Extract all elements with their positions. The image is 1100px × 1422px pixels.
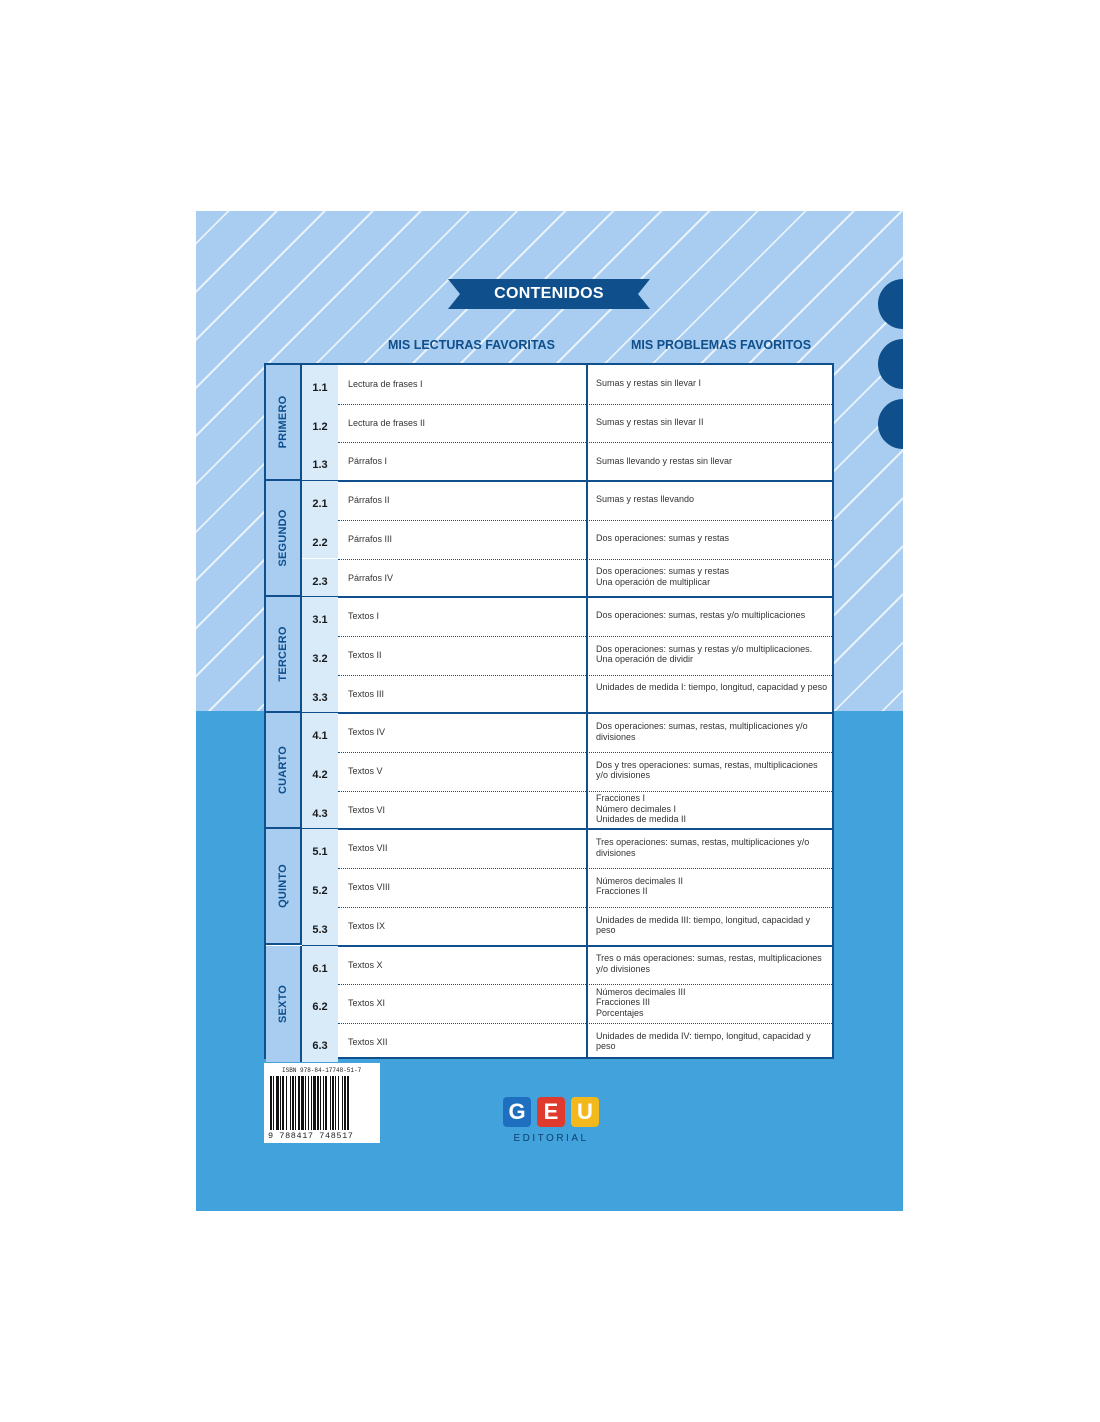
unit-number: 4.1 — [302, 713, 338, 752]
unit-number: 3.1 — [302, 597, 338, 636]
row-separator — [338, 752, 834, 753]
reading-title: Textos VIII — [348, 882, 391, 893]
course-label: PRIMERO — [277, 395, 289, 449]
unit-number: 6.3 — [302, 1023, 338, 1062]
contents-title: CONTENIDOS — [494, 285, 604, 302]
unit-number: 6.1 — [302, 946, 338, 985]
unit-number: 6.2 — [302, 984, 338, 1023]
reading-title: Textos I — [348, 611, 380, 622]
barcode — [264, 1063, 380, 1143]
problems-column-header: MIS PROBLEMAS FAVORITOS — [631, 338, 812, 352]
course-separator — [302, 945, 834, 947]
problem-description: Sumas y restas sin llevar II — [596, 416, 704, 427]
problem-description: Sumas y restas sin llevar I — [596, 378, 702, 389]
row-separator — [338, 1023, 834, 1024]
unit-number: 2.3 — [302, 559, 338, 598]
unit-number: 3.2 — [302, 636, 338, 675]
unit-number: 5.1 — [302, 829, 338, 868]
logo-letter-u: U — [571, 1097, 599, 1127]
course-label: SEGUNDO — [277, 509, 289, 567]
reading-title: Párrafos I — [348, 456, 388, 467]
logo-letter-e: E — [537, 1097, 565, 1127]
unit-number: 1.2 — [302, 404, 338, 443]
reading-title: Textos IX — [348, 920, 386, 931]
course-label: CUARTO — [277, 746, 289, 795]
unit-number: 2.2 — [302, 520, 338, 559]
course-cuarto — [266, 713, 302, 829]
reading-title: Párrafos II — [348, 495, 390, 506]
course-separator — [302, 828, 834, 830]
back-cover — [196, 211, 903, 1211]
reading-title: Textos VI — [348, 804, 386, 815]
row-separator — [338, 636, 834, 637]
course-separator — [302, 596, 834, 598]
contents-banner — [448, 279, 650, 309]
problem-description: Dos operaciones: sumas, restas y/o multiplicaciones — [596, 610, 806, 621]
course-quinto — [266, 829, 302, 945]
barcode-digits: 9 788417 748517 — [268, 1131, 354, 1141]
reading-title: Textos XI — [348, 998, 386, 1009]
course-segundo — [266, 481, 302, 597]
problem-description: Dos operaciones: sumas, restas, multiplicaciones y/o divisiones — [596, 721, 808, 742]
row-separator — [338, 868, 834, 869]
problem-description: Unidades de medida III: tiempo, longitud, capacidad y peso — [596, 914, 811, 936]
course-label: SEXTO — [277, 984, 289, 1023]
problem-description: Dos operaciones: sumas y restas y/o multiplicaciones. Una operación de dividir — [596, 643, 813, 665]
unit-number: 1.1 — [302, 365, 338, 404]
row-separator — [338, 404, 834, 405]
reading-title: Lectura de frases I — [348, 379, 423, 389]
reading-title: Textos VII — [348, 843, 388, 854]
problem-description: Tres operaciones: sumas, restas, multiplicaciones y/o divisiones — [596, 837, 810, 858]
problem-description: Unidades de medida IV: tiempo, longitud, capacidad y peso — [596, 1030, 811, 1052]
row-separator — [338, 520, 834, 521]
problem-description: Números decimales III Fracciones III Porcentajes — [596, 986, 686, 1018]
row-separator — [338, 442, 834, 443]
row-separator — [338, 907, 834, 908]
isbn-label: ISBN 978-84-17748-51-7 — [282, 1067, 362, 1074]
reading-title: Párrafos IV — [348, 572, 394, 583]
problem-description: Dos operaciones: sumas y restas Una operación de multiplicar — [596, 566, 730, 587]
problem-description: Fracciones I Número decimales I Unidades de medida II — [596, 793, 687, 825]
unit-number: 2.1 — [302, 481, 338, 520]
course-sexto — [266, 946, 302, 1062]
problem-description: Dos y tres operaciones: sumas, restas, multiplicaciones y/o divisiones — [596, 759, 818, 781]
row-separator — [338, 791, 834, 792]
barcode-bars — [270, 1076, 374, 1130]
course-separator — [302, 712, 834, 714]
problem-description: Números decimales II Fracciones II — [596, 875, 684, 897]
problem-description: Unidades de medida I: tiempo, longitud, capacidad y peso — [596, 682, 828, 693]
problem-description: Sumas llevando y restas sin llevar — [596, 455, 733, 466]
unit-number: 5.2 — [302, 868, 338, 907]
geu-editorial-logo — [501, 1097, 601, 1147]
reading-title: Textos IV — [348, 727, 386, 738]
logo-subtitle: EDITORIAL — [513, 1133, 589, 1144]
reading-title: Textos III — [348, 688, 385, 699]
reading-title: Textos X — [348, 959, 383, 970]
unit-number: 3.3 — [302, 675, 338, 714]
course-primero — [266, 365, 302, 481]
course-tercero — [266, 597, 302, 713]
reading-title: Lectura de frases II — [348, 417, 426, 428]
unit-number: 1.3 — [302, 442, 338, 481]
problem-description: Sumas y restas llevando — [596, 494, 695, 505]
course-label: TERCERO — [277, 626, 289, 682]
readings-column-header: MIS LECTURAS FAVORITAS — [388, 338, 555, 352]
course-label: QUINTO — [277, 864, 289, 909]
unit-number: 4.2 — [302, 752, 338, 791]
row-separator — [338, 675, 834, 676]
logo-letter-g: G — [503, 1097, 531, 1127]
row-separator — [338, 559, 834, 560]
column-divider — [586, 365, 588, 1057]
problem-description: Dos operaciones: sumas y restas — [596, 532, 730, 543]
unit-number: 4.3 — [302, 791, 338, 830]
reading-title: Textos V — [348, 766, 383, 776]
reading-title: Textos II — [348, 649, 382, 660]
row-separator — [338, 984, 834, 985]
unit-number: 5.3 — [302, 907, 338, 946]
reading-title: Párrafos III — [348, 533, 393, 544]
problem-description: Tres o más operaciones: sumas, restas, multiplicaciones y/o divisiones — [596, 953, 822, 974]
course-separator — [302, 480, 834, 482]
contents-table — [264, 363, 834, 1059]
reading-title: Textos XII — [348, 1036, 388, 1047]
